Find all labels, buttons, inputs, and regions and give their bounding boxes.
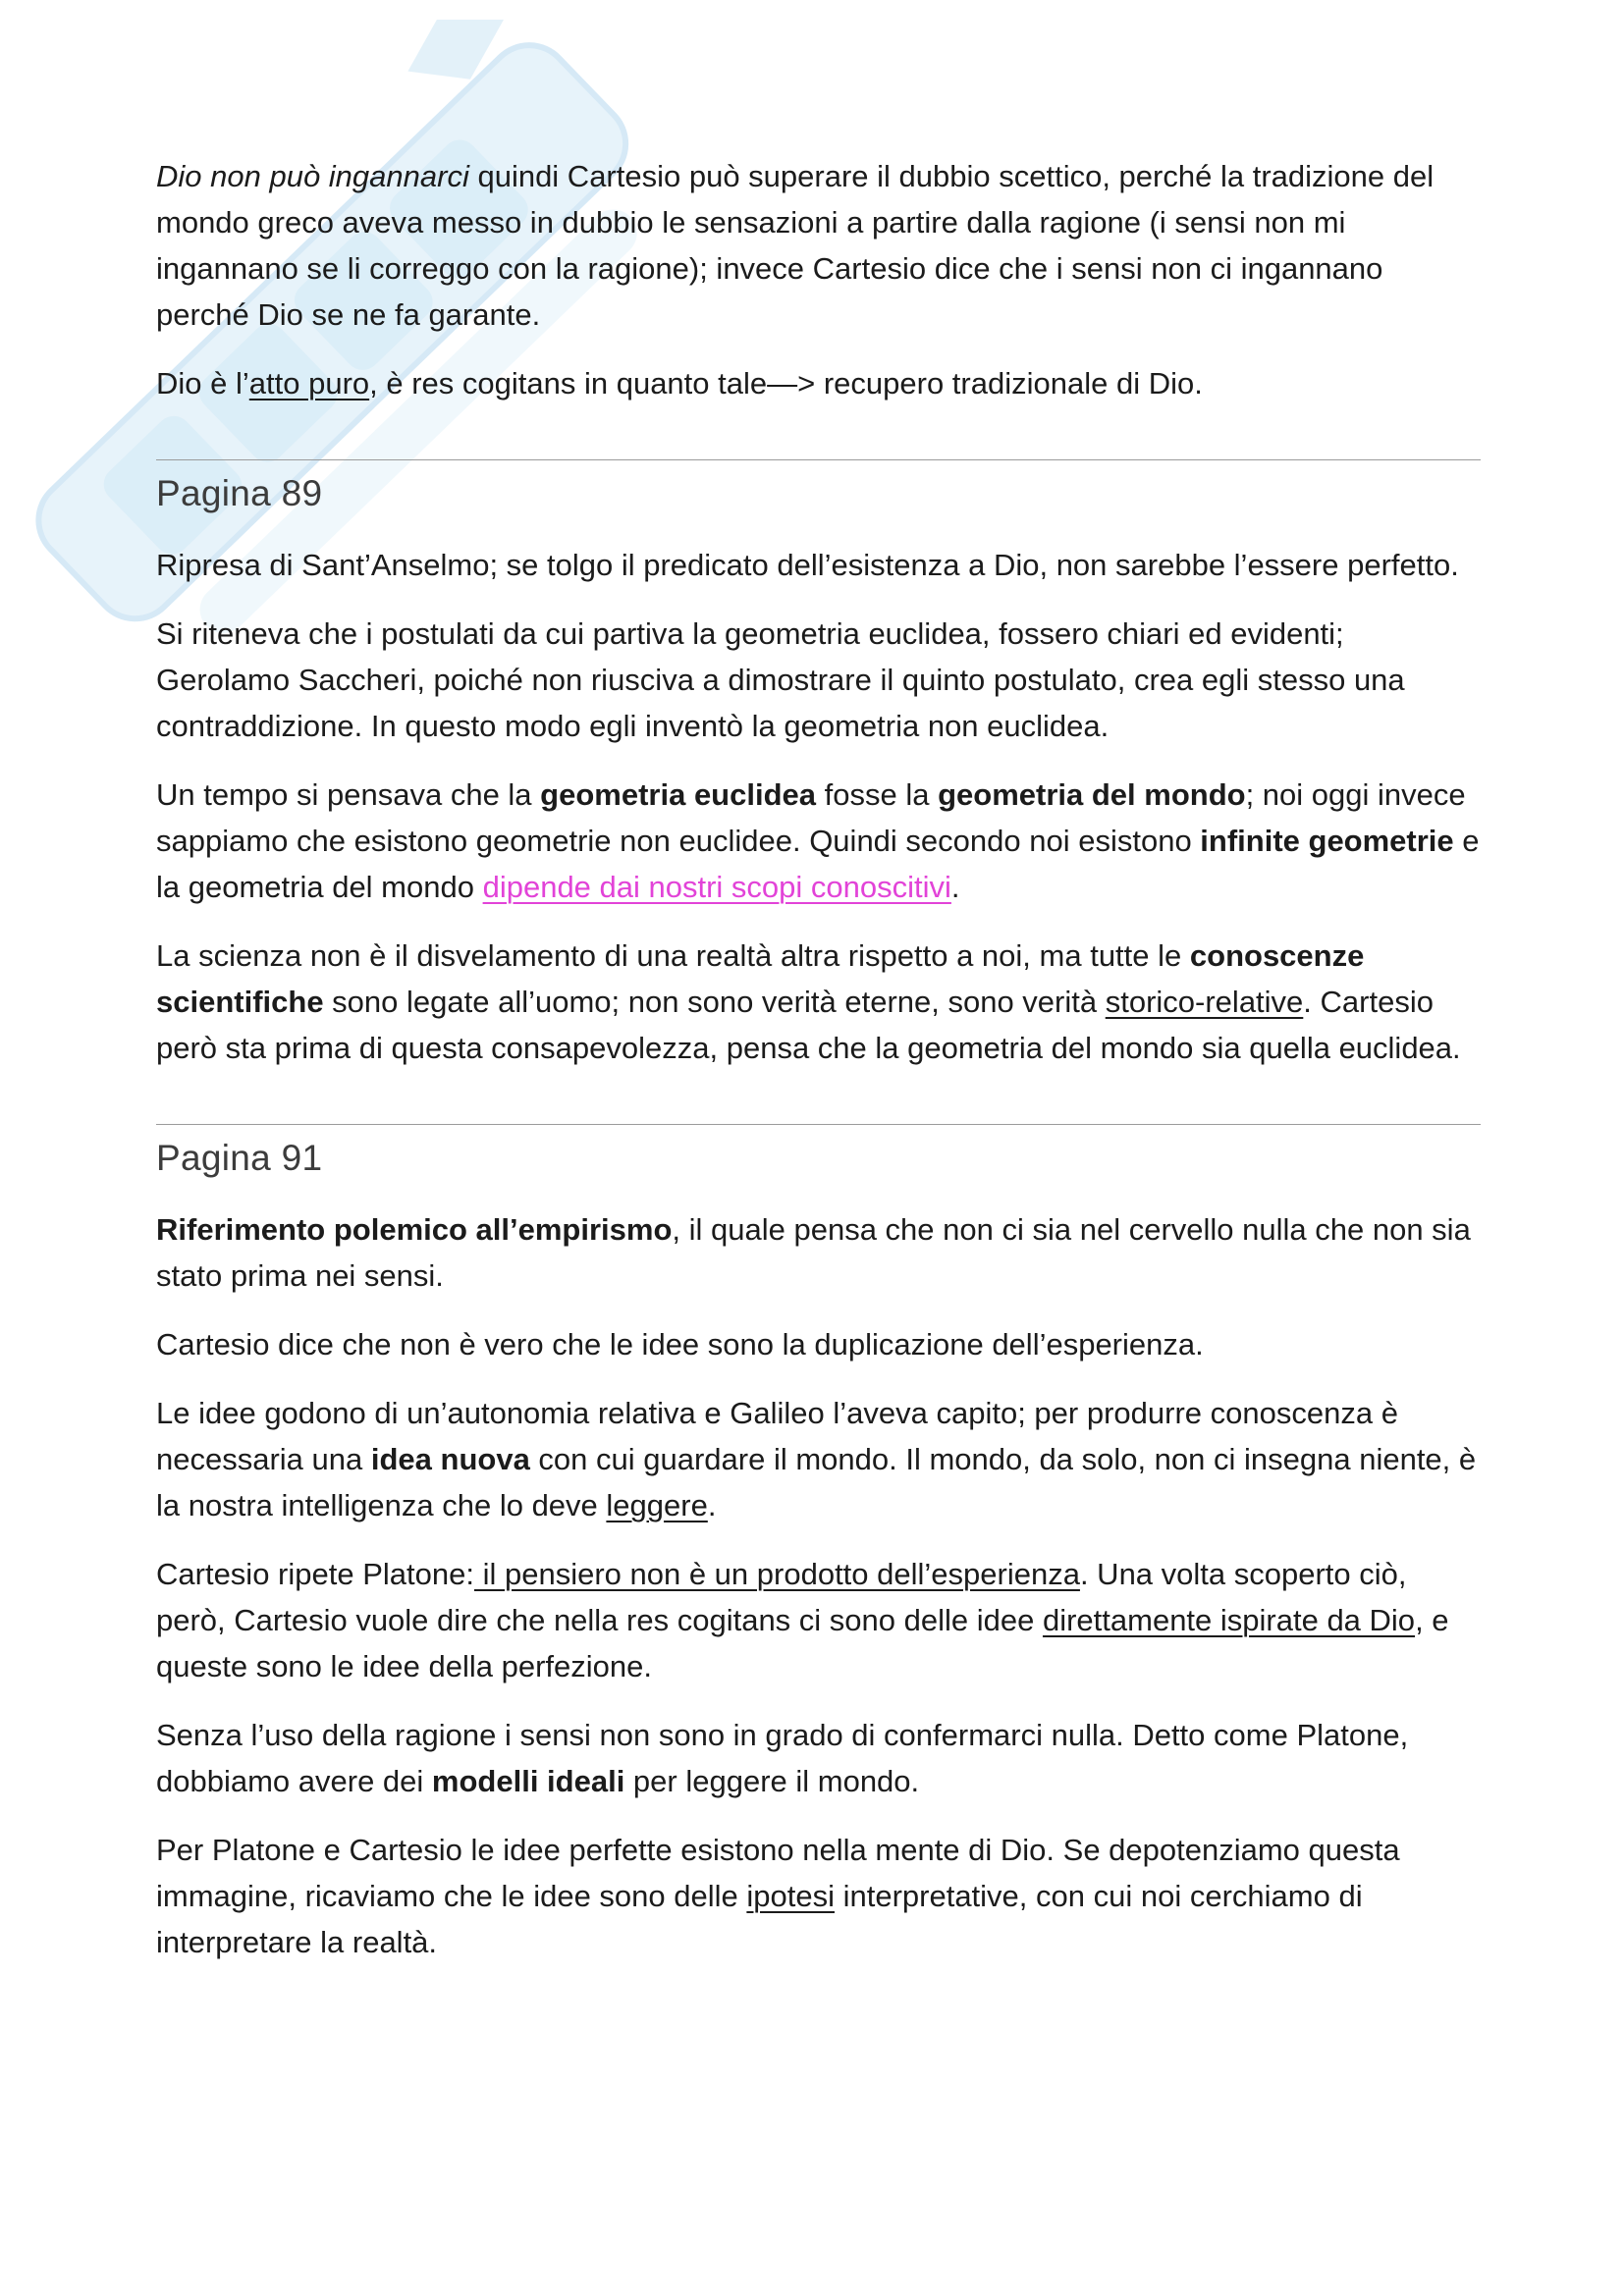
text-run: . <box>707 1488 717 1522</box>
text-run: . Cartesio però sta prima di questa consapevolezza, pensa che la geometria del mondo sia quella euclidea. <box>156 985 1461 1065</box>
text-run: La scienza non è il disvelamento di una realtà altra rispetto a noi, ma tutte le <box>156 938 1190 973</box>
bold-text: idea nuova <box>370 1442 530 1476</box>
underlined-text: ipotesi <box>746 1879 835 1913</box>
section-heading: Pagina 89 <box>156 473 323 513</box>
paragraph <box>156 360 1481 406</box>
text-run: . Una volta scoperto ciò, però, Cartesio vuole dire che nella res cogitans ci sono delle idee <box>156 1557 1407 1637</box>
bold-text: infinite geometrie <box>1200 824 1454 858</box>
bold-text: Riferimento polemico all’empirismo <box>156 1212 673 1247</box>
underlined-text: direttamente ispirate da Dio <box>1042 1603 1416 1637</box>
text-run: Le idee godono di un’autonomia relativa e Galileo l’aveva capito; per produrre conoscenza è necessaria una <box>156 1396 1398 1476</box>
text-run: per leggere il mondo. <box>624 1764 920 1798</box>
paragraph <box>156 1551 1481 1689</box>
paragraph <box>156 542 1481 588</box>
paragraph <box>156 1390 1481 1528</box>
text-run: Cartesio ripete Platone: <box>156 1557 474 1591</box>
text-run: ; noi oggi invece sappiamo che esistono geometrie non euclidee. Quindi secondo noi esistono <box>156 777 1466 858</box>
bold-text: geometria euclidea <box>540 777 817 812</box>
text-run: , e queste sono le idee della perfezione. <box>156 1603 1449 1683</box>
bold-text: modelli ideali <box>431 1764 625 1798</box>
paragraph <box>156 1712 1481 1804</box>
bold-text: geometria del mondo <box>938 777 1246 812</box>
section-divider <box>156 459 1481 460</box>
document-body <box>156 153 1481 1988</box>
underlined-text: atto puro <box>248 366 370 400</box>
text-run: , è res cogitans in quanto tale—> recupero tradizionale di Dio. <box>369 366 1203 400</box>
bold-text: conoscenze scientifiche <box>156 938 1365 1019</box>
text-run: Senza l’uso della ragione i sensi non sono in grado di confermarci nulla. Detto come Platone, dobbiamo avere dei <box>156 1718 1409 1798</box>
underlined-text: il pensiero non è un prodotto dell’esperienza <box>473 1557 1080 1591</box>
text-run: con cui guardare il mondo. Il mondo, da solo, non ci insegna niente, è la nostra intelligenza che lo deve <box>156 1442 1477 1522</box>
text-run: Un tempo si pensava che la <box>156 777 541 812</box>
text-run: Ripresa di Sant’Anselmo; se tolgo il predicato dell’esistenza a Dio, non sarebbe l’essere perfetto. <box>156 548 1459 582</box>
section-heading: Pagina 91 <box>156 1138 323 1178</box>
paragraph <box>156 611 1481 749</box>
section-intro <box>156 153 1481 406</box>
paragraph <box>156 1827 1481 1965</box>
text-run: Dio è l’ <box>156 366 249 400</box>
text-run: Per Platone e Cartesio le idee perfette esistono nella mente di Dio. Se depotenziamo questa immagine, ricaviamo che le idee sono delle <box>156 1833 1400 1913</box>
text-run: . <box>950 870 960 904</box>
paragraph <box>156 153 1481 338</box>
text-run: quindi Cartesio può superare il dubbio scettico, perché la tradizione del mondo greco aveva messo in dubbio le sensazioni a partire dalla ragione (i sensi non mi ingannano se li correggo con la ragione); invece Cartesio dice che i sensi non ci ingannano perché Dio se ne fa garante. <box>156 159 1435 332</box>
paragraph <box>156 1321 1481 1367</box>
paragraph <box>156 1206 1481 1299</box>
section-pagina-89 <box>156 459 1481 1071</box>
text-run: , il quale pensa che non ci sia nel cervello nulla che non sia stato prima nei sensi. <box>156 1212 1471 1293</box>
paragraph <box>156 772 1481 910</box>
italic-text: Dio non può ingannarci <box>156 159 469 193</box>
section-divider <box>156 1124 1481 1125</box>
paragraph <box>156 933 1481 1071</box>
text-run: fosse la <box>816 777 939 812</box>
text-run: Si riteneva che i postulati da cui partiva la geometria euclidea, fossero chiari ed evidenti; Gerolamo Saccheri, poiché non riusciva a dimostrare il quinto postulato, crea egli stesso una contraddizione. In questo modo egli inventò la geometria non euclidea. <box>156 616 1405 743</box>
text-run: interpretative, con cui noi cerchiamo di interpretare la realtà. <box>156 1879 1363 1959</box>
underlined-text: leggere <box>606 1488 708 1522</box>
underlined-text: storico-relative <box>1105 985 1304 1019</box>
text-run: Cartesio dice che non è vero che le idee sono la duplicazione dell’esperienza. <box>156 1327 1204 1362</box>
text-run: e la geometria del mondo <box>156 824 1480 904</box>
text-run: sono legate all’uomo; non sono verità eterne, sono verità <box>323 985 1106 1019</box>
section-pagina-91 <box>156 1124 1481 1965</box>
highlight-link[interactable]: dipende dai nostri scopi conoscitivi <box>482 870 951 904</box>
